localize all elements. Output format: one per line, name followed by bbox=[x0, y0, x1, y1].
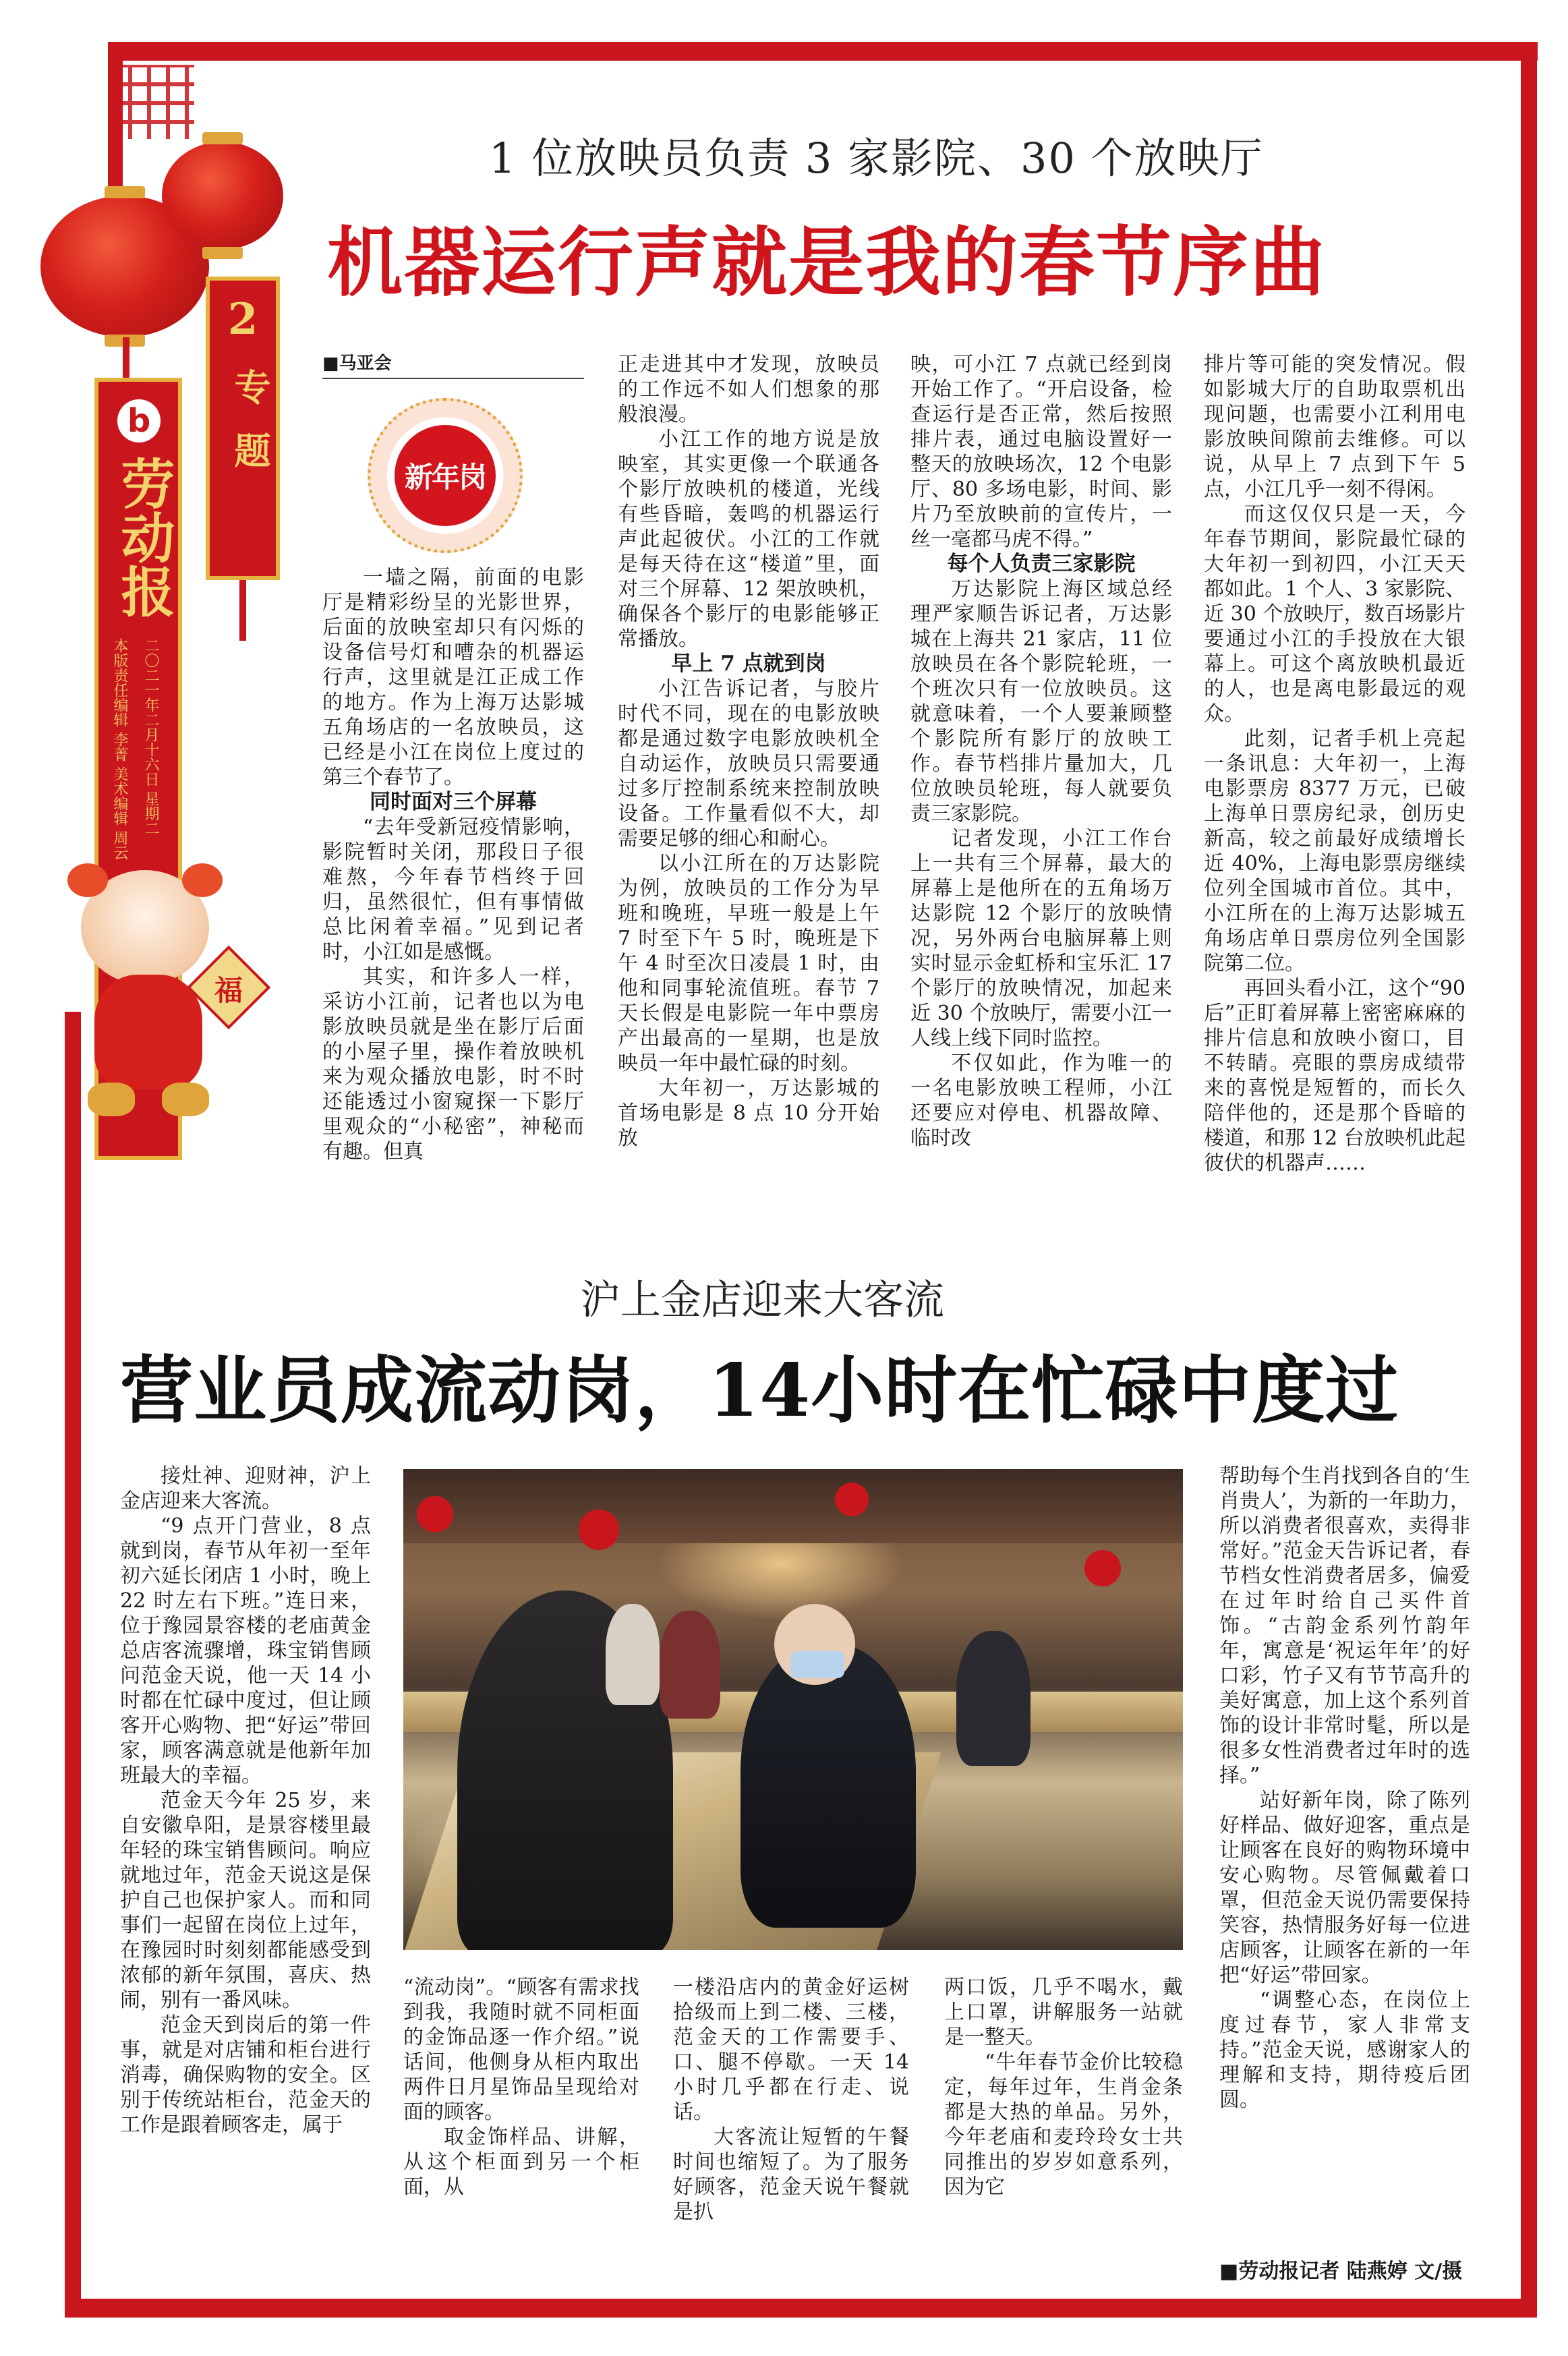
right-border bbox=[1521, 42, 1537, 2315]
section-banner bbox=[206, 277, 280, 580]
paragraph: 不仅如此，作为唯一的一名电影放映工程师，小江还要应对停电、机器故障、临时改 bbox=[910, 1052, 1172, 1150]
paragraph: 取金饰样品、讲解，从这个柜面到另一个柜面，从 bbox=[403, 2125, 639, 2199]
article2-column-5 bbox=[1219, 1464, 1470, 2239]
banner-tassel bbox=[239, 580, 246, 641]
paragraph: “9 点开门营业，8 点就到岗，春节从年初一至年初六延长闭店 1 小时，晚上 22 时左右下班。”连日来，位于豫园景容楼的老庙黄金总店客流骤增，珠宝销售顾问范金天说，他一天 14 小时都在忙碌中度过，但让顾客开心购物、把“好运”带回家，顾客满意就是他新年加班最大的幸福。 bbox=[120, 1514, 371, 1787]
new-year-post-badge bbox=[368, 398, 523, 553]
article2-credit: ■劳动报记者 陆燕婷 文/摄 bbox=[1219, 2260, 1463, 2283]
article1-subhead: 1 位放映员负责 3 家影院、30 个放映厅 bbox=[489, 134, 1264, 183]
bottom-border bbox=[65, 2299, 1537, 2318]
paragraph: 站好新年岗，除了陈列好样品、做好迎客，重点是让顾客在良好的购物环境中安心购物。尽管佩戴着口罩，但范金天说仍需要保持笑容，热情服务好每一位进店顾客，让顾客在新的一年把“好运”带回家。 bbox=[1219, 1789, 1470, 1987]
paragraph: 此刻，记者手机上亮起一条讯息：大年初一，上海电影票房 8377 万元，已破上海单日票房纪录，创历史新高，较之前最好成绩增长近 40%，上海电影票房继续位列全国城市首位。其中，小江所在的上海万达影城五角场店单日票房位列全国影院第二位。 bbox=[1204, 727, 1465, 975]
article2-column-1 bbox=[120, 1464, 371, 2280]
paragraph: 而这仅仅只是一天，今年春节期间，影院最忙碌的大年初一到初四，小江天天都如此。1 个人、3 家影院、近 30 个放映厅，数百场影片要通过小江的手投放在大银幕上。可这个离放映机最近的人，也是离电影最远的观众。 bbox=[1204, 502, 1465, 726]
lattice-ornament bbox=[113, 65, 194, 139]
section-heading: 早上 7 点就到岗 bbox=[671, 652, 826, 676]
paragraph: 大客流让短暂的午餐时间也缩短了。为了服务好顾客，范金天说午餐就是扒 bbox=[673, 2125, 909, 2224]
paragraph: “流动岗”。“顾客有需求找到我，我随时就不同柜面的金饰品逐一作介绍。”说话间，他侧身从柜内取出两件日月星饰品呈现给对面的顾客。 bbox=[403, 1976, 639, 2124]
article1-byline: ■马亚会 bbox=[322, 353, 392, 374]
ox-mascot-icon bbox=[40, 857, 263, 1126]
paragraph: 其实，和许多人一样，采访小江前，记者也以为电影放映员就是坐在影厅后面的小屋子里，操作着放映机来为观众播放电影，时不时还能透过小窗窥探一下影厅里观众的“小秘密”，神秘而有趣。但真 bbox=[322, 965, 584, 1163]
paragraph: 小江工作的地方说是放映室，其实更像一个联通各个影厅放映机的楼道，光线有些昏暗，轰鸣的机器运行声此起彼伏。小江的工作就是每天待在这“楼道”里，面对三个屏幕、12 架放映机，确保各个影厅的电影能够正常播放。 bbox=[618, 428, 879, 651]
article1-column-4 bbox=[1204, 352, 1465, 1267]
paragraph: “牛年春节金价比较稳定，每年过年，生肖金条都是大热的单品。另外，今年老庙和麦玲玲女士共同推出的岁岁如意系列，因为它 bbox=[944, 2050, 1183, 2199]
newspaper-name: 劳动报 bbox=[112, 456, 175, 618]
edition-info: 二〇二一年二月十六日 星期二 bbox=[142, 638, 159, 836]
paragraph: 再回头看小江，这个“90 后”正盯着屏幕上密密麻麻的排片信息和放映小窗口，目不转睛。亮眼的票房成绩带来的喜悦是短暂的，而长久陪伴他的，还是那个昏暗的楼道，和那 12 台放映机此起彼伏的机器声…… bbox=[1204, 977, 1465, 1175]
article2-column-4 bbox=[944, 1975, 1183, 2280]
paragraph: 映，可小江 7 点就已经到岗开始工作了。“开启设备，检查运行是否正常，然后按照排片表，通过电脑设置好一整天的放映场次，12 个电影厅、80 多场电影，时间、影片乃至放映前的宣传片，一丝一毫都马虎不得。” bbox=[910, 353, 1172, 551]
lantern-small-icon bbox=[162, 142, 283, 250]
section-heading: 同时面对三个屏幕 bbox=[370, 790, 537, 814]
lantern-tassel bbox=[123, 337, 129, 378]
paragraph: “去年受新冠疫情影响，影院暂时关闭，那段日子很难熬，今年春节档终于回归，虽然很忙，但有事情做总比闲着幸福。”见到记者时，小江如是感慨。 bbox=[322, 815, 584, 964]
paragraph: 一墙之隔，前面的电影厅是精彩纷呈的光影世界，后面的放映室却只有闪烁的设备信号灯和嘈杂的机器运行声，这里就是江正成工作的地方。作为上海万达影城五角场店的一名放映员，这已经是小江在岗位上度过的第三个春节了。 bbox=[322, 566, 584, 789]
paragraph: 接灶神、迎财神，沪上金店迎来大客流。 bbox=[120, 1464, 371, 1513]
paragraph: 大年初一，万达影城的首场电影是 8 点 10 分开始放 bbox=[618, 1076, 879, 1150]
gold-store-photo bbox=[403, 1469, 1183, 1950]
article2-subhead: 沪上金店迎来大客流 bbox=[580, 1277, 944, 1324]
paragraph: 范金天今年 25 岁，来自安徽阜阳，是景容楼里最年轻的珠宝销售顾问。响应就地过年，范金天说这是保护自己也保护家人。而和同事们一起留在岗位上过年，在豫园时时刻刻都能感受到浓郁的新年氛围，喜庆、热闹，别有一番风味。 bbox=[120, 1789, 371, 2012]
paragraph: 以小江所在的万达影院为例，放映员的工作分为早班和晚班，早班一般是上午 7 时至下午 5 时，晚班是下午 4 时至次日凌晨 1 时，由他和同事轮流值班。春节 7 天长假是电影院一年中票房产出最高的一星期，也是放映员一年中最忙碌的时刻。 bbox=[618, 852, 879, 1075]
article1-column-2 bbox=[618, 352, 879, 1267]
paragraph: 小江告诉记者，与胶片时代不同，现在的电影放映都是通过数字电影放映机全自动运作，放映员只需要通过多厅控制系统来控制放映设备。工作量看似不大，却需要足够的细心和耐心。 bbox=[618, 677, 879, 851]
article1-headline: 机器运行声就是我的春节序曲 bbox=[327, 219, 1327, 307]
article1-column-3 bbox=[910, 352, 1172, 1267]
article2-column-3 bbox=[673, 1975, 909, 2280]
section-number: 2 bbox=[227, 294, 258, 345]
newspaper-logo-icon: b bbox=[117, 399, 161, 442]
article2-column-2 bbox=[403, 1975, 639, 2280]
paragraph: 记者发现，小江工作台上一共有三个屏幕，最大的屏幕上是他所在的五角场万达影院 12 个影厅的放映情况，另外两台电脑屏幕上则实时显示金虹桥和宝乐汇 17 个影厅的放映情况，加起来近 30 个放映厅，需要小江一人线上线下同时监控。 bbox=[910, 827, 1172, 1050]
paragraph: 两口饭，几乎不喝水，戴上口罩，讲解服务一站就是一整天。 bbox=[944, 1976, 1183, 2049]
paragraph: 排片等可能的突发情况。假如影城大厅的自助取票机出现问题，也需要小江利用电影放映间隙前去维修。可以说，从早上 7 点到下午 5 点，小江几乎一刻不得闲。 bbox=[1204, 353, 1465, 501]
paragraph: 万达影院上海区域总经理严家顺告诉记者，万达影城在上海共 21 家店，11 位放映员在各个影院轮班，一个班次只有一位放映员。这就意味着，一个人要兼顾整个影院所有影厅的放映工作。春节档排片量加大，几位放映员轮班，每人就要负责三家影院。 bbox=[910, 577, 1172, 826]
left-border bbox=[65, 1012, 81, 2317]
section-heading: 每个人负责三家影院 bbox=[947, 552, 1136, 576]
top-border bbox=[108, 42, 1538, 61]
badge-label: 新年岗 bbox=[395, 425, 496, 526]
fu-char: 福 bbox=[214, 974, 243, 1007]
article2-headline: 营业员成流动岗，14小时在忙碌中度过 bbox=[120, 1348, 1399, 1433]
editors-info: 本版责任编辑 李菁 美术编辑 周云 bbox=[111, 638, 128, 860]
paragraph: 正走进其中才发现，放映员的工作远不如人们想象的那般浪漫。 bbox=[618, 353, 879, 426]
section-name: 专题 bbox=[229, 368, 272, 495]
paragraph: 范金天到岗后的第一件事，就是对店铺和柜台进行消毒，确保购物的安全。区别于传统站柜台，范金天的工作是跟着顾客走，属于 bbox=[120, 2013, 371, 2137]
byline-rule bbox=[322, 378, 584, 379]
paragraph: “调整心态，在岗位上度过春节，家人非常支持。”范金天说，感谢家人的理解和支持，期待疫后团圆。 bbox=[1219, 1988, 1470, 2112]
article1-column-1 bbox=[322, 565, 584, 1267]
paragraph: 一楼沿店内的黄金好运树拾级而上到二楼、三楼，范金天的工作需要手、口、腿不停歇。一天 14 小时几乎都在行走、说话。 bbox=[673, 1976, 909, 2124]
paragraph: 帮助每个生肖找到各自的‘生肖贵人’，为新的一年助力，所以消费者很喜欢，卖得非常好。”范金天告诉记者，春节档女性消费者居多，偏爱在过年时给自己买件首饰。“古韵金系列竹韵年年，寓意是‘祝运年年’的好口彩，竹子又有节节高升的美好寓意，加上这个系列首饰的设计非常时髦，所以是很多女性消费者过年时的选择。” bbox=[1219, 1464, 1470, 1787]
